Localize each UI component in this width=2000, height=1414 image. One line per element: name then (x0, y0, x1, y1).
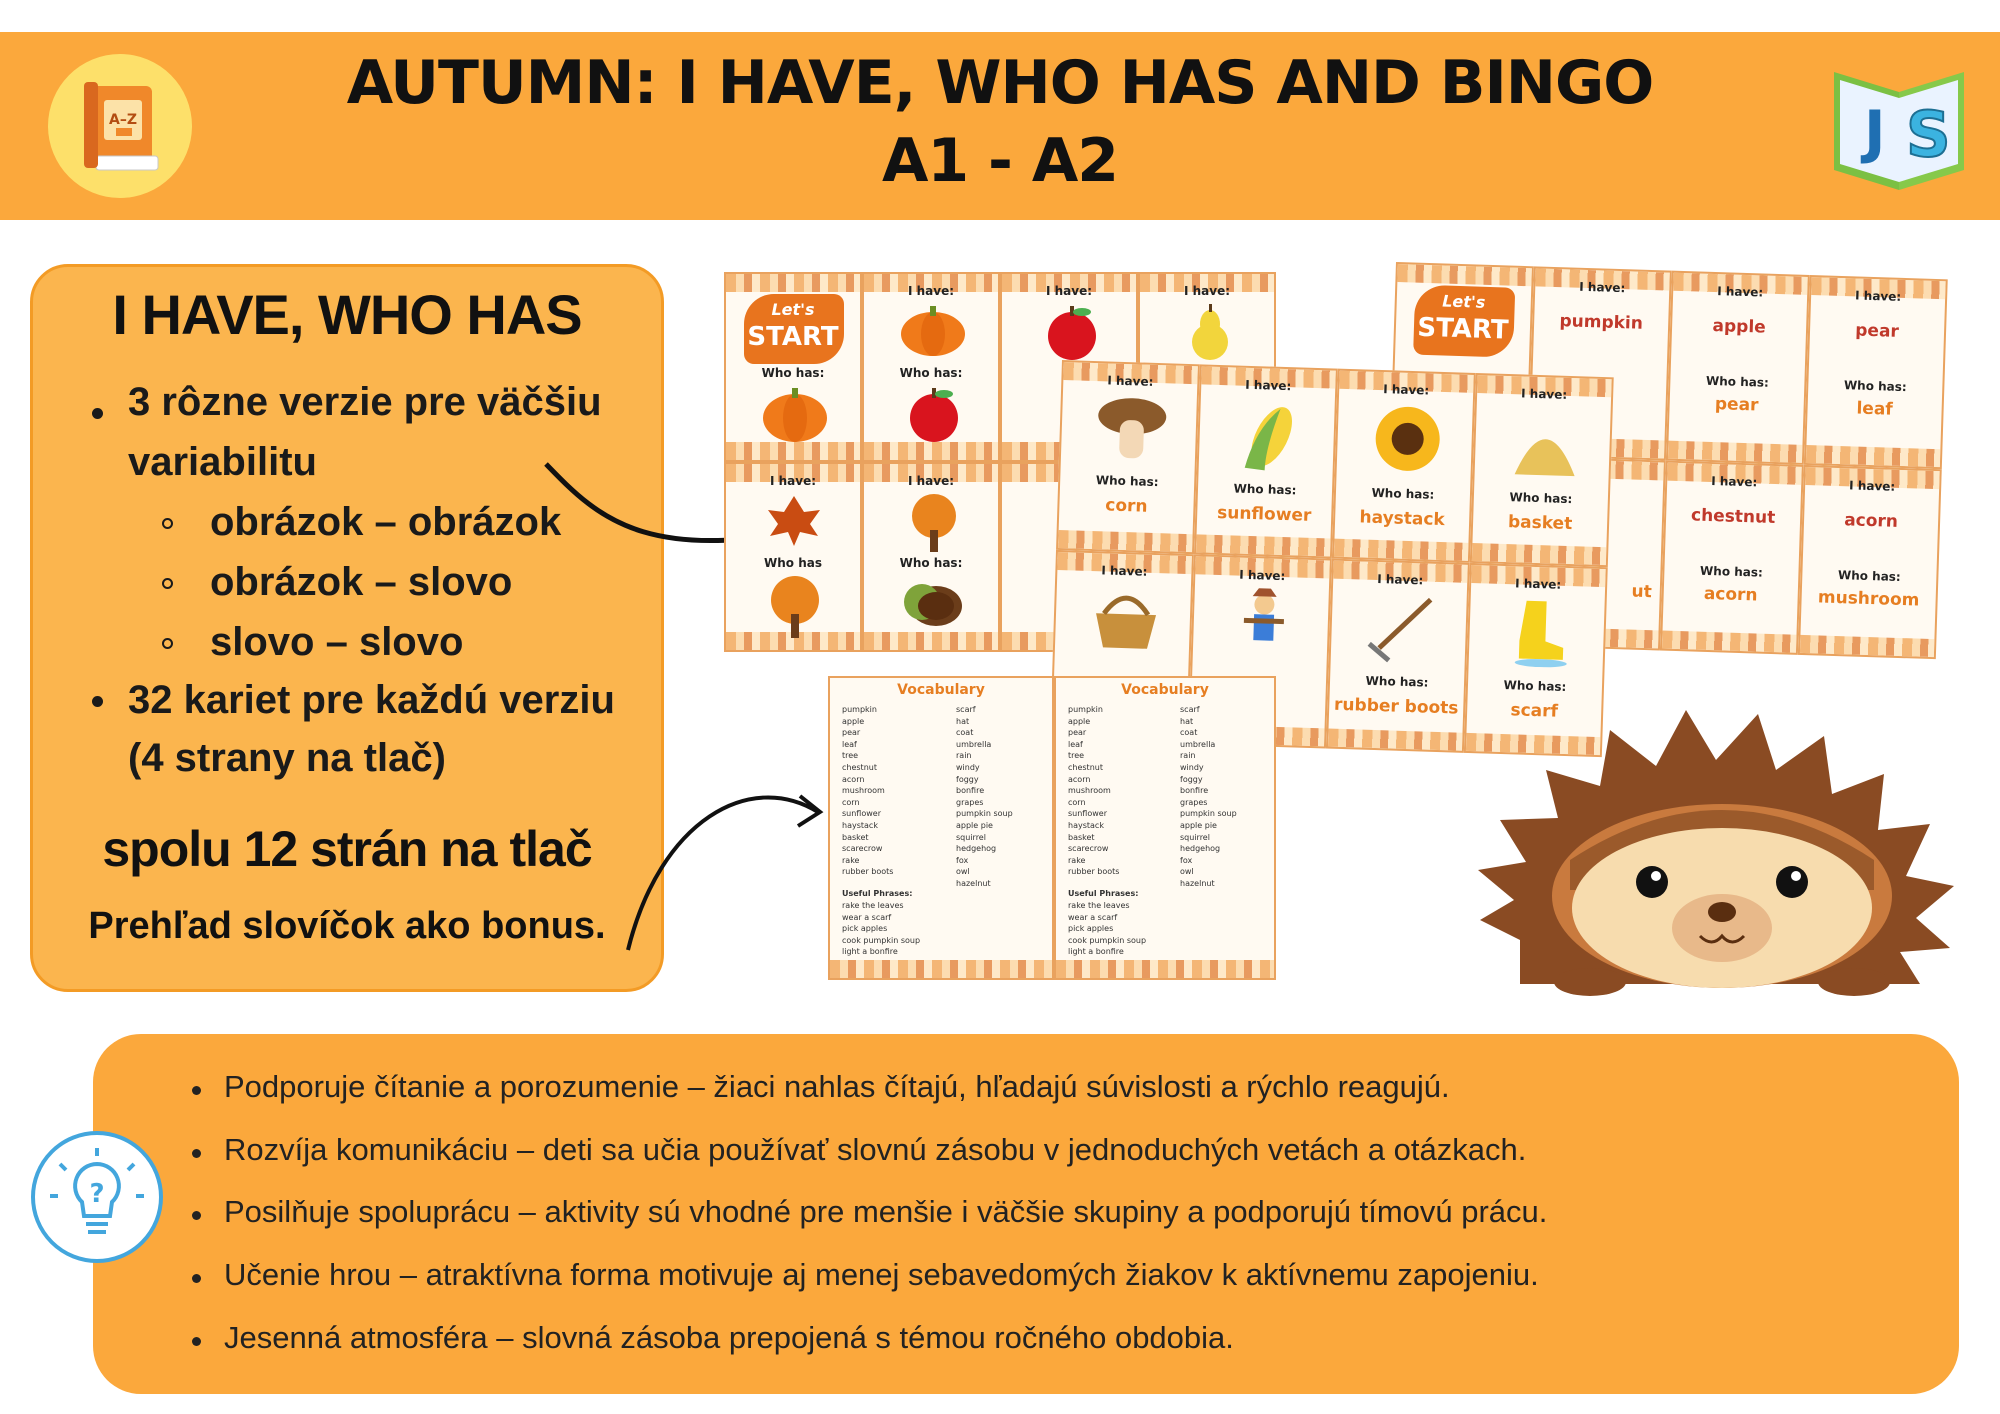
card-word: sunflower (1216, 502, 1312, 526)
card (1804, 275, 1948, 469)
svg-text:S: S (1906, 98, 1951, 171)
versions-bullet-line2: variabilitu (128, 440, 317, 484)
who-has-label: Who has: (1503, 678, 1567, 695)
js-book-logo (1824, 62, 1974, 192)
bullet-dot (192, 1337, 201, 1346)
title-line-1: AUTUMN: I HAVE, WHO HAS AND BINGO (346, 48, 1654, 118)
leaf-icon (764, 492, 824, 548)
i-have-label: I have: (1520, 386, 1568, 402)
card-word: mushroom (1817, 587, 1920, 611)
chestnut-icon (896, 574, 970, 634)
card-word: corn (1105, 495, 1148, 517)
start-label: START (747, 322, 839, 352)
card (1326, 559, 1470, 753)
svg-text:A–Z: A–Z (109, 112, 137, 128)
benefit-cooperation: Posilňuje spoluprácu – aktivity sú vhodné pre menšie i väčšie skupiny a podporujú tímovú prácu. (224, 1194, 1548, 1229)
box-title: I HAVE, WHO HAS (112, 283, 582, 346)
bullet-dot (192, 1211, 201, 1220)
rake-icon (1365, 592, 1439, 664)
mushroom-icon (1095, 393, 1169, 465)
phrases-list: rake the leaves wear a scarf pick apples cook pumpkin soup light a bonfire (1068, 901, 1147, 957)
card (1194, 364, 1338, 558)
i-have-label: I have: (1382, 382, 1430, 398)
bullet-dot (192, 1086, 201, 1095)
card-word: apple (1712, 315, 1767, 338)
card (1470, 373, 1614, 567)
card-word: rubber boots (1333, 694, 1459, 719)
arrow-to-vocabulary (628, 797, 818, 950)
who-has-label: Who has: (1837, 568, 1901, 585)
pumpkin-icon (760, 384, 830, 444)
bullet-dot (192, 1274, 201, 1283)
sub-bullet-ring (162, 638, 173, 649)
who-has-label: Who has: (1095, 473, 1159, 490)
who-has-label: Who has: (899, 366, 963, 380)
bullet-dot (92, 696, 103, 707)
card (724, 462, 862, 652)
i-have-label: I have: (769, 474, 817, 488)
lets-label: Let's (1441, 291, 1486, 312)
card (862, 272, 1000, 462)
vocabulary-sheet (1054, 676, 1276, 980)
i-have-label: I have: (1514, 576, 1562, 592)
i-have-label: I have: (1107, 373, 1154, 389)
i-have-label: I have: (1848, 478, 1896, 494)
dictionary-book-logo (46, 52, 194, 200)
apple-icon (1042, 302, 1102, 362)
lightbulb-icon (30, 1130, 164, 1264)
i-have-label: I have: (1377, 572, 1424, 588)
bullet-dot (192, 1149, 201, 1158)
vocabulary-column-1: pumpkin apple pear leaf tree chestnut acorn mushroom corn sunflower haystack basket scarecrow rake rubber boots (842, 705, 894, 877)
autumn-tree-icon (760, 574, 830, 640)
svg-text:J: J (1864, 98, 1886, 166)
card-word: basket (1507, 512, 1573, 535)
card (862, 462, 1000, 652)
version-picture-picture: obrázok – obrázok (210, 500, 562, 544)
i-have-label: I have: (1101, 563, 1148, 579)
sub-bullet-ring (162, 578, 173, 589)
who-has-label: Who has: (1233, 481, 1297, 498)
i-have-label: I have: (1239, 567, 1286, 584)
i-have-label: I have: (1245, 377, 1292, 394)
pumpkin-icon (898, 302, 968, 358)
i-have-label: I have: (1579, 279, 1626, 296)
i-have-label: I have: (907, 474, 955, 488)
version-word-word: slovo – slovo (210, 620, 464, 664)
card (1660, 461, 1804, 655)
i-have-label: I have: (1711, 474, 1758, 490)
vocabulary-sheet (828, 676, 1054, 980)
vocabulary-title: Vocabulary (897, 682, 985, 698)
svg-text:?: ? (89, 1179, 105, 1209)
benefit-reading: Podporuje čítanie a porozumenie – žiaci nahlas čítajú, hľadajú súvislosti a rýchlo reagujú. (224, 1069, 1450, 1104)
corn-icon (1235, 398, 1307, 476)
hedgehog-illustration (1460, 690, 1980, 1000)
card-word: acorn (1703, 583, 1758, 606)
who-has-label: Who has: (1705, 373, 1770, 390)
card (1666, 271, 1810, 465)
hedgehog-icon (1478, 710, 1954, 996)
who-has-label: Who has: (761, 366, 825, 380)
card (1798, 465, 1942, 659)
apple-icon (904, 384, 964, 444)
card (1056, 360, 1200, 554)
sub-bullet-ring (162, 518, 173, 529)
rubber-boots-icon (1509, 596, 1571, 668)
total-pages: spolu 12 strán na tlač (102, 821, 592, 877)
pear-icon (1188, 302, 1232, 362)
benefit-communication: Rozvíja komunikáciu – deti sa učia používať slovnú zásobu v jednoduchých vetách a otázkach. (224, 1132, 1527, 1167)
haystack-icon (1509, 406, 1583, 480)
basket-icon (1087, 583, 1165, 655)
open-book-icon (1824, 62, 1974, 192)
bonus-note: Prehľad slovíčok ako bonus. (88, 905, 606, 947)
cards-bullet-line2: (4 strany na tlač) (128, 736, 446, 780)
card-word: scarf (1510, 700, 1559, 722)
i-have-label: I have: (1716, 284, 1764, 300)
i-have-label: I have: (1045, 284, 1093, 298)
benefit-autumn: Jesenná atmosféra – slovná zásoba prepojená s témou ročného obdobia. (224, 1320, 1234, 1355)
arrow-head-icon (798, 796, 820, 826)
card-word: leaf (1856, 398, 1894, 420)
card-word: haystack (1359, 507, 1446, 531)
title-line-2: A1 - A2 (881, 126, 1119, 196)
who-has-label: Who has: (1843, 378, 1907, 395)
vocabulary-column-1: pumpkin apple pear leaf tree chestnut acorn mushroom corn sunflower haystack basket scarecrow rake rubber boots (1068, 705, 1120, 877)
i-have-label: I have: (1183, 284, 1231, 298)
card-word: chestnut (1690, 505, 1776, 529)
card-word: pumpkin (1559, 311, 1644, 334)
scarecrow-icon (1240, 586, 1286, 667)
versions-bullet-line1: 3 rôzne verzie pre väčšiu (128, 380, 602, 424)
who-has-label: Who has: (899, 556, 963, 570)
who-has-label: Who has: (1699, 563, 1764, 580)
phrases-list: rake the leaves wear a scarf pick apples cook pumpkin soup light a bonfire (842, 901, 921, 957)
book-icon (46, 52, 194, 200)
version-picture-word: obrázok – slovo (210, 560, 513, 604)
vocabulary-column-2: scarf hat coat umbrella rain windy foggy bonfire grapes pumpkin soup apple pie squirrel hedgehog fox owl hazelnut (956, 705, 1013, 888)
card-word: acorn (1843, 510, 1899, 532)
card (1332, 369, 1476, 563)
phrases-title: Useful Phrases: (842, 889, 913, 898)
who-has-label: Who has: (1509, 490, 1573, 507)
vocabulary-title: Vocabulary (1121, 682, 1209, 698)
page-title (300, 44, 1700, 200)
lets-label: Let's (771, 300, 815, 319)
card-word: ut (1631, 581, 1653, 603)
benefit-play: Učenie hrou – atraktívna forma motivuje aj menej sebavedomých žiakov k aktívnemu zapojeniu. (224, 1257, 1539, 1292)
card-word: pear (1714, 394, 1759, 416)
who-has-label: Who has: (1365, 673, 1429, 690)
start-label: START (1416, 312, 1509, 346)
autumn-tree-icon (902, 492, 966, 552)
vocabulary-column-2: scarf hat coat umbrella rain windy foggy bonfire grapes pumpkin soup apple pie squirrel hedgehog fox owl hazelnut (1180, 705, 1237, 888)
bullet-dot (92, 408, 103, 419)
cards-bullet-line1: 32 kariet pre každú verziu (128, 678, 615, 722)
phrases-title: Useful Phrases: (1068, 889, 1139, 898)
i-have-label: I have: (1854, 288, 1902, 304)
card-word: pear (1854, 320, 1900, 342)
start-card (724, 272, 862, 462)
who-has-label: Who has: (1371, 485, 1435, 502)
sunflower-icon (1371, 402, 1445, 476)
i-have-label: I have: (907, 284, 955, 298)
who-has-label: Who has (764, 556, 822, 570)
